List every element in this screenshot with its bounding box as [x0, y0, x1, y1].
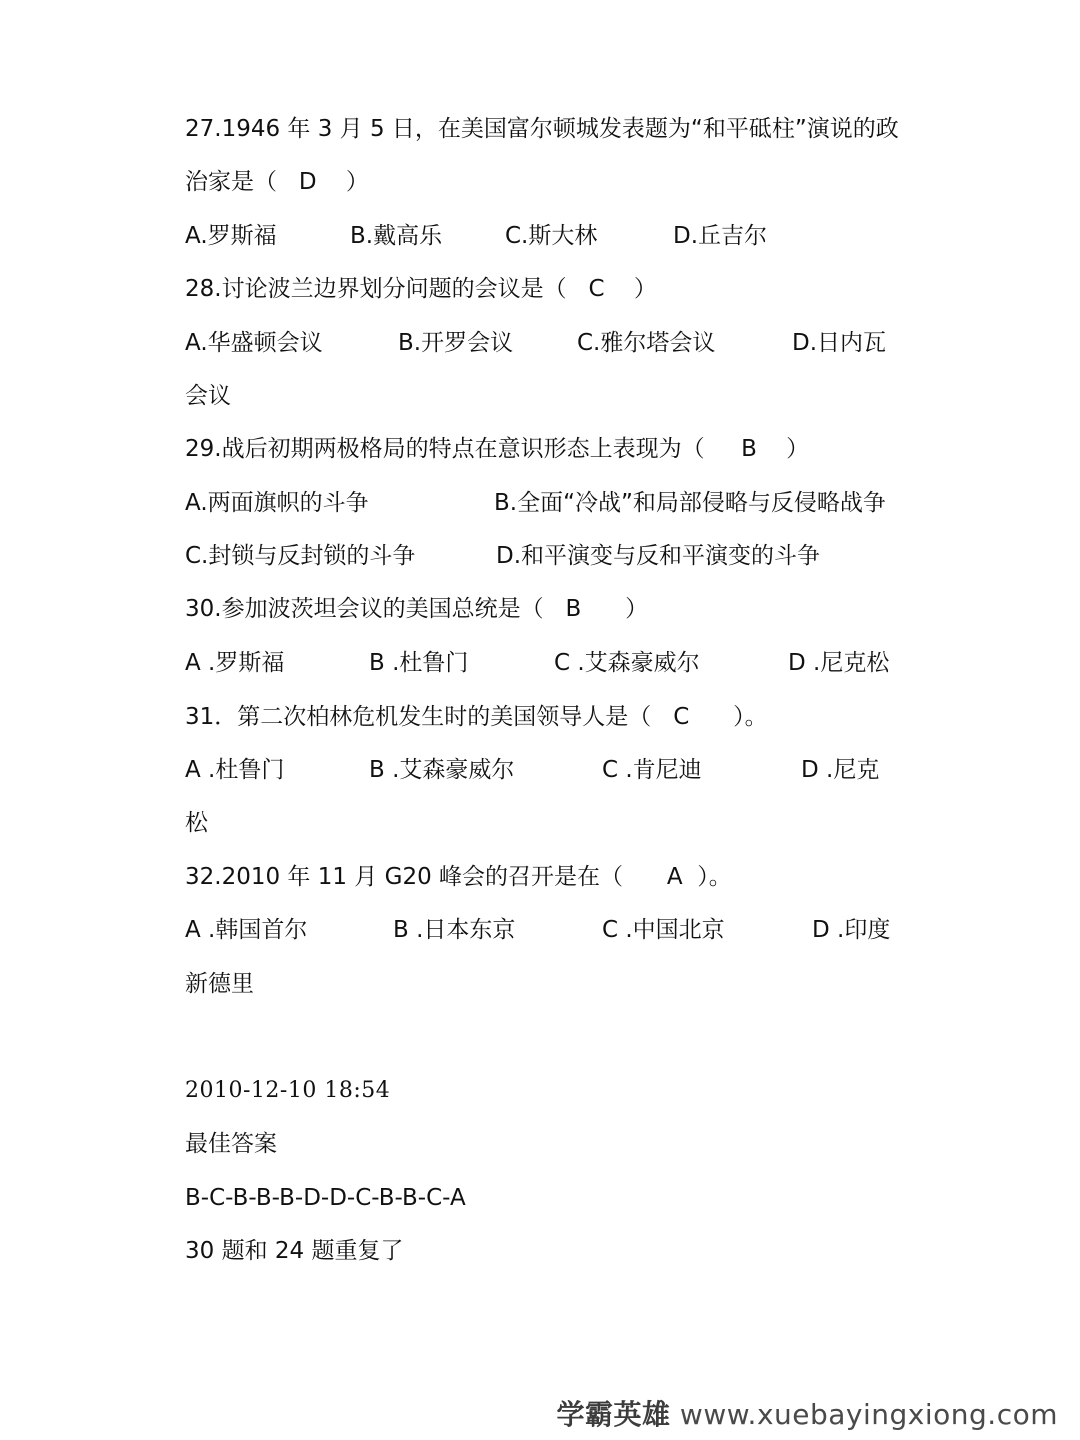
q32-stem: 32.2010 年 11 月 G20 峰会的召开是在（ A ）。	[185, 864, 732, 890]
q27-option-d: D.丘吉尔	[673, 223, 768, 249]
q28-option-d-cont: 会议	[185, 383, 231, 409]
q32-option-d: D .印度	[812, 917, 891, 943]
watermark-url: www.xuebayingxiong.com	[679, 1398, 1058, 1431]
q28-option-c: C.雅尔塔会议	[577, 330, 716, 356]
q29-option-d: D.和平演变与反和平演变的斗争	[496, 543, 821, 569]
q28-option-a: A.华盛顿会议	[185, 330, 323, 356]
answer-note: 30 题和 24 题重复了	[185, 1238, 404, 1264]
q27-stem-line2: 治家是（ D ）	[185, 169, 369, 195]
q30-option-c: C .艾森豪威尔	[554, 650, 700, 676]
q30-option-b: B .杜鲁门	[369, 650, 469, 676]
q29-option-a: A.两面旗帜的斗争	[185, 490, 369, 516]
q30-stem: 30.参加波茨坦会议的美国总统是（ B ）	[185, 596, 649, 622]
q30-option-d: D .尼克松	[788, 650, 890, 676]
q27-stem-line1: 27.1946 年 3 月 5 日，在美国富尔顿城发表题为“和平砥柱”演说的政	[185, 116, 899, 142]
q29-option-b: B.全面“冷战”和局部侵略与反侵略战争	[494, 490, 886, 516]
q28-option-b: B.开罗会议	[398, 330, 514, 356]
q30-option-a: A .罗斯福	[185, 650, 285, 676]
q32-option-d-cont: 新德里	[185, 971, 254, 997]
q31-option-b: B .艾森豪威尔	[369, 757, 515, 783]
q31-stem: 31．第二次柏林危机发生时的美国领导人是（ C ）。	[185, 704, 768, 730]
q32-option-a: A .韩国首尔	[185, 917, 308, 943]
q31-option-d: D .尼克	[801, 757, 880, 783]
q31-option-d-cont: 松	[185, 810, 208, 836]
answer-key: B-C-B-B-B-D-D-C-B-B-C-A	[185, 1185, 466, 1211]
q31-option-a: A .杜鲁门	[185, 757, 285, 783]
watermark	[557, 1393, 1059, 1433]
q27-option-a: A.罗斯福	[185, 223, 277, 249]
q27-option-c: C.斯大林	[505, 223, 598, 249]
answer-timestamp: 2010-12-10 18:54	[185, 1078, 391, 1103]
q29-option-c: C.封锁与反封锁的斗争	[185, 543, 416, 569]
q28-option-d: D.日内瓦	[792, 330, 887, 356]
answer-heading: 最佳答案	[185, 1131, 277, 1157]
q29-stem: 29.战后初期两极格局的特点在意识形态上表现为（ B ）	[185, 436, 810, 462]
q31-option-c: C .肯尼迪	[602, 757, 702, 783]
q28-stem: 28.讨论波兰边界划分问题的会议是（ C ）	[185, 276, 657, 302]
watermark-brand: 学霸英雄	[556, 1398, 671, 1431]
q27-option-b: B.戴高乐	[350, 223, 443, 249]
q32-option-c: C .中国北京	[602, 917, 725, 943]
q32-option-b: B .日本东京	[393, 917, 516, 943]
